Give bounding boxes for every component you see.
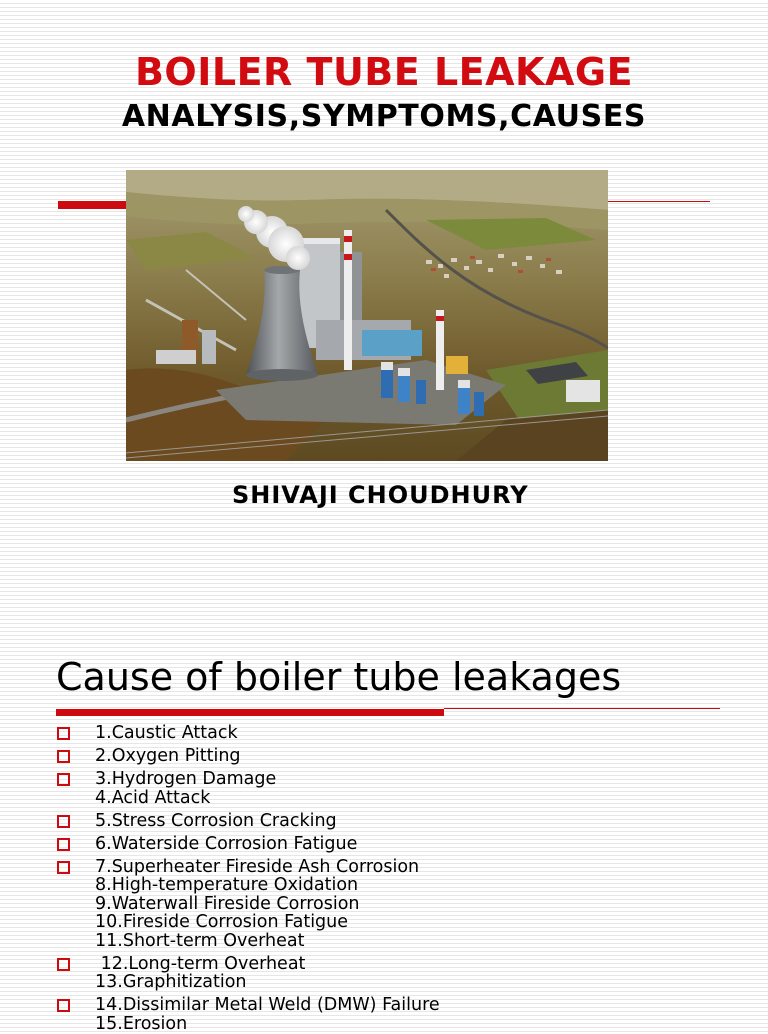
square-bullet-icon bbox=[57, 861, 70, 874]
accent-rule-right bbox=[608, 201, 710, 202]
cause-text: 14.Dissimilar Metal Weld (DMW) Failure bbox=[95, 995, 440, 1015]
cause-item bbox=[57, 835, 757, 854]
cause-text: 12.Long-term Overheat bbox=[95, 953, 306, 974]
cause-text: 3.Hydrogen Damage bbox=[95, 769, 277, 789]
cause-text: 11.Short-term Overheat bbox=[95, 930, 305, 951]
cause-item bbox=[57, 996, 757, 1015]
causes-heading: Cause of boiler tube leakages bbox=[56, 655, 622, 699]
square-bullet-icon bbox=[57, 838, 70, 851]
slide-title: BOILER TUBE LEAKAGE bbox=[134, 50, 634, 94]
cause-item bbox=[57, 973, 757, 992]
cause-text: 1.Caustic Attack bbox=[95, 723, 238, 743]
cause-text: 5.Stress Corrosion Cracking bbox=[95, 810, 337, 831]
cause-item bbox=[57, 858, 757, 877]
author-name: SHIVAJI CHOUDHURY bbox=[232, 481, 529, 509]
accent-rule-left bbox=[58, 201, 128, 209]
heading-rule-thick bbox=[56, 709, 444, 716]
cause-item bbox=[57, 724, 757, 743]
cause-text: 15.Erosion bbox=[95, 1013, 188, 1034]
cause-text: 4.Acid Attack bbox=[95, 787, 211, 808]
cause-text: 8.High-temperature Oxidation bbox=[95, 875, 359, 895]
square-bullet-icon bbox=[57, 773, 70, 786]
causes-list bbox=[57, 724, 757, 1033]
square-bullet-icon bbox=[57, 727, 70, 740]
square-bullet-icon bbox=[57, 958, 70, 971]
square-bullet-icon bbox=[57, 999, 70, 1012]
slide-subtitle: ANALYSIS,SYMPTOMS,CAUSES bbox=[121, 99, 647, 134]
cause-text: 2.Oxygen Pitting bbox=[95, 746, 241, 766]
cause-item bbox=[57, 812, 757, 831]
cause-item bbox=[57, 876, 757, 895]
cause-item bbox=[57, 932, 757, 951]
cause-text: 9.Waterwall Fireside Corrosion bbox=[95, 893, 360, 914]
cause-item bbox=[57, 747, 757, 766]
cause-item bbox=[57, 955, 757, 974]
heading-rule-thin bbox=[444, 708, 720, 709]
cause-item bbox=[57, 913, 757, 932]
cause-text: 6.Waterside Corrosion Fatigue bbox=[95, 833, 358, 854]
cause-text: 7.Superheater Fireside Ash Corrosion bbox=[95, 856, 420, 877]
cause-text: 13.Graphitization bbox=[95, 972, 247, 992]
power-plant-photo bbox=[126, 170, 608, 461]
cause-item bbox=[57, 770, 757, 789]
cause-text: 10.Fireside Corrosion Fatigue bbox=[95, 912, 349, 932]
square-bullet-icon bbox=[57, 815, 70, 828]
cause-item bbox=[57, 789, 757, 808]
square-bullet-icon bbox=[57, 750, 70, 763]
cause-item bbox=[57, 895, 757, 914]
